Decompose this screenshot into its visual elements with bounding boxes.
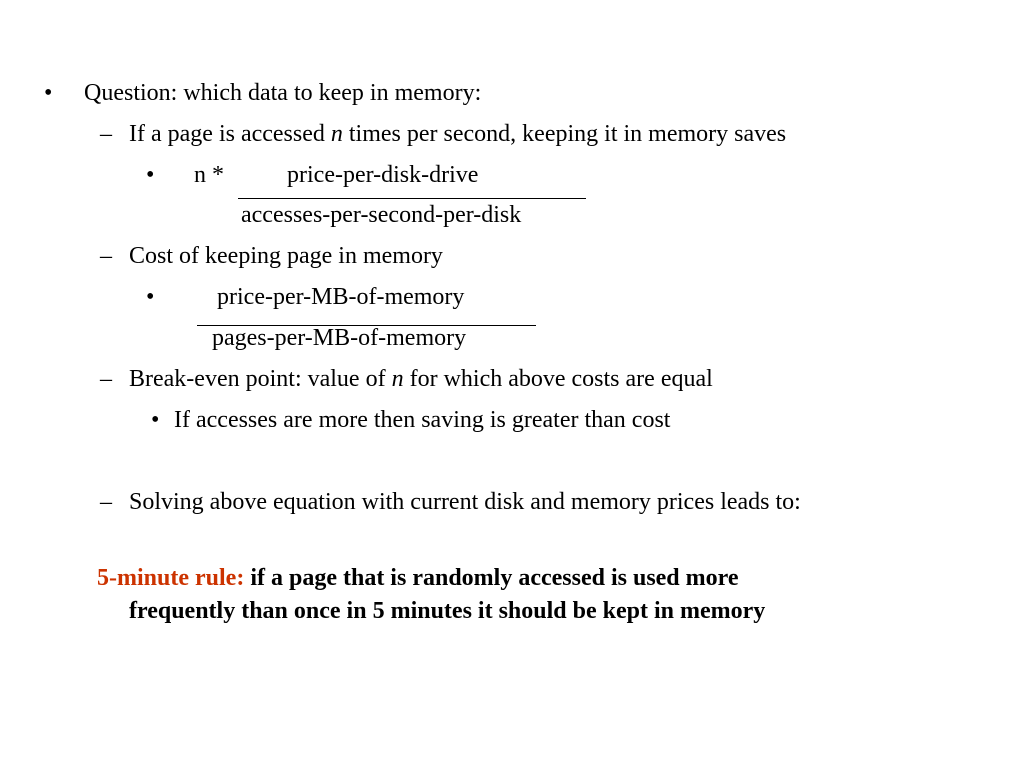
saves-text-before: If a page is accessed <box>129 121 331 147</box>
rule-text-line1: if a page that is randomly accessed is used more <box>244 565 739 591</box>
more-accesses-text: If accesses are more then saving is greater than cost <box>174 407 671 433</box>
bullet-marker: • <box>151 407 160 433</box>
saves-text <box>129 119 786 149</box>
bullet-marker: • <box>146 162 155 188</box>
formula-prefix: n * <box>194 162 224 188</box>
cost-text: Cost of keeping page in memory <box>129 243 443 269</box>
dash-marker: – <box>100 366 112 392</box>
bullet-marker: • <box>44 80 53 106</box>
breakeven-text-after: for which above costs are equal <box>403 366 713 392</box>
cost-denominator: pages-per-MB-of-memory <box>212 325 467 351</box>
dash-marker: – <box>100 121 112 147</box>
question-text: Question: which data to keep in memory: <box>84 80 482 106</box>
formula-denominator: accesses-per-second-per-disk <box>241 202 522 228</box>
dash-marker: – <box>100 243 112 269</box>
rule-statement <box>97 563 739 593</box>
saves-variable: n <box>330 121 343 147</box>
breakeven-text <box>129 364 713 394</box>
bullet-marker: • <box>146 284 155 310</box>
breakeven-text-before: Break-even point: value of <box>129 366 392 392</box>
formula-numerator: price-per-disk-drive <box>287 162 479 188</box>
dash-marker: – <box>100 489 112 515</box>
saves-text-after: times per second, keeping it in memory saves <box>342 121 787 147</box>
solving-text: Solving above equation with current disk and memory prices leads to: <box>129 489 801 515</box>
fraction-bar <box>238 198 586 199</box>
rule-label: 5-minute rule: <box>97 565 245 591</box>
rule-text-line2: frequently than once in 5 minutes it should be kept in memory <box>129 598 766 624</box>
breakeven-variable: n <box>391 366 404 392</box>
cost-numerator: price-per-MB-of-memory <box>217 284 465 310</box>
